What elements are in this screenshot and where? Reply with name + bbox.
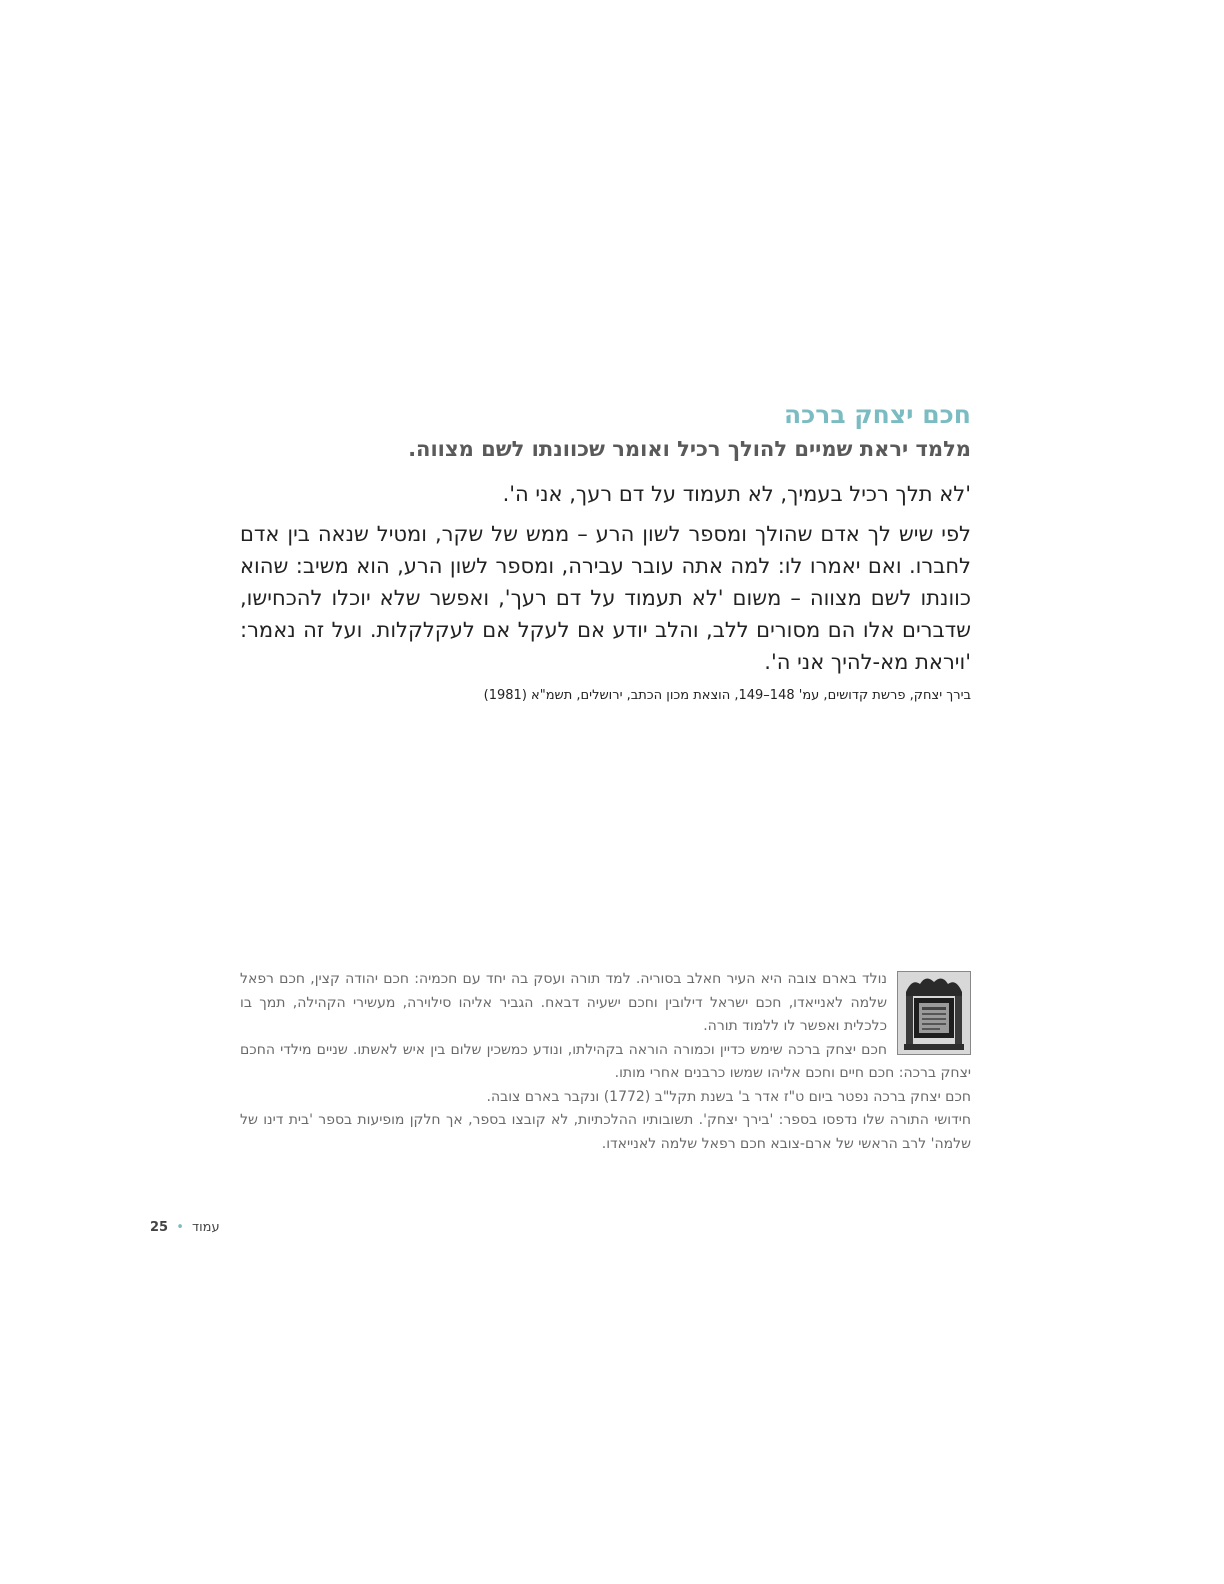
- page-label: עמוד: [192, 1220, 220, 1235]
- bio-paragraph: חידושי התורה שלו נדפסו בספר: 'בירך יצחק'. תשובותיו ההלכתיות, לא קובצו בספר, אך חלקן מופיעות בספר 'בית דינו של שלמה' לרב הראשי של ארם-צובא חכם רפאל שלמה לאנייאדו.: [240, 1112, 971, 1152]
- bio-paragraph: חכם יצחק ברכה שימש כדיין וכמורה הוראה בקהילתו, ונודע כמשכין שלום בין איש לאשתו. שניים מילדי החכם יצחק ברכה: חכם חיים וחכם אליהו שמשו כרבנים אחרי מותו.: [240, 1041, 971, 1081]
- verse-quote: 'לא תלך רכיל בעמיך, לא תעמוד על דם רעך, אני ה'.: [502, 482, 971, 506]
- page-subtitle: מלמד יראת שמיים להולך רכיל ואומר שכוונתו לשם מצווה.: [408, 437, 971, 461]
- footer-separator: •: [176, 1220, 184, 1235]
- bio-paragraph: חכם יצחק ברכה נפטר ביום ט"ז אדר ב' בשנת תקל"ב (1772) ונקבר בארם צובה.: [486, 1088, 971, 1105]
- source-citation: בירך יצחק, פרשת קדושים, עמ' 148–149, הוצאת מכון הכתב, ירושלים, תשמ"א (1981): [483, 688, 971, 703]
- book-title-page-icon: [897, 971, 971, 1055]
- body-paragraph: לפי שיש לך אדם שהולך ומספר לשון הרע – ממש של שקר, ומטיל שנאה בין אדם לחברו. ואם יאמרו לו: למה אתה עובר עבירה, ומספר לשון הרע, הוא משיב: שהוא כוונתו לשם מצווה – משום 'לא תעמוד על דם רעך', ואפשר שלא יוכלו להכחישו, שדברים אלו הם מסורים ללב, והלב יודע אם לעקל אם לעקלקלות. ועל זה נאמר: 'ויראת מא-להיך אני ה'.: [240, 522, 971, 674]
- biography-section: [240, 968, 971, 1156]
- page-footer: [150, 1218, 220, 1238]
- page-title: חכם יצחק ברכה: [783, 400, 971, 429]
- bio-paragraph: נולד בארם צובה היא העיר חאלב בסוריה. למד תורה ועסק בה יחד עם חכמיה: חכם יהודה קצין, חכם רפאל שלמה לאנייאדו, חכם ישראל דילובין וחכם ישעיה דבאח. הגביר אליהו סילוירה, מעשירי הקהילה, תמך בו כלכלית ואפשר לו ללמוד תורה.: [240, 971, 887, 1034]
- page-number: 25: [150, 1220, 169, 1235]
